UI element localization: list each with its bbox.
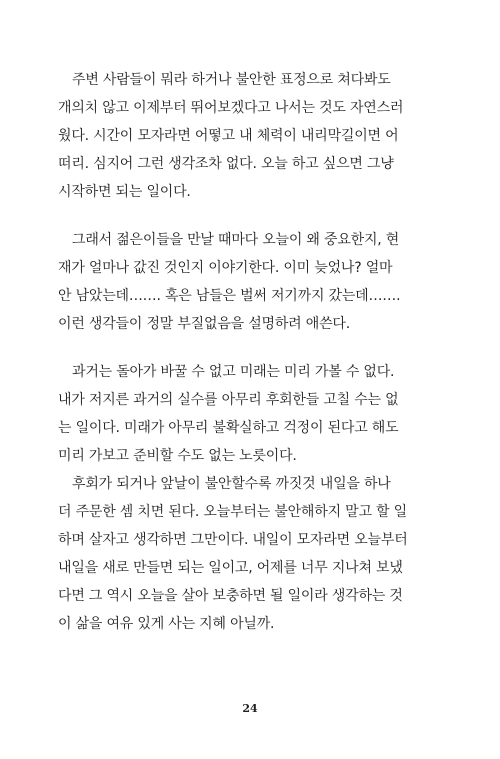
paragraph-3-line-4: 미리 가보고 준비할 수도 없는 노릇이다. xyxy=(58,448,297,464)
paragraph-2-line-4: 이런 생각들이 정말 부질없음을 설명하려 애쓴다. xyxy=(58,316,350,332)
paragraph-4-line-6: 이 삶을 여유 있게 사는 지혜 아닐까. xyxy=(58,616,275,632)
paragraph-4-line-4: 내일을 새로 만들면 되는 일이고, 어제를 너무 지나쳐 보냈 xyxy=(58,560,403,576)
paragraph-4-line-3: 하며 살자고 생각하면 그만이다. 내일이 모자라면 오늘부터 xyxy=(58,532,408,548)
paragraph-1-line-2: 개의치 않고 이제부터 뛰어보겠다고 나서는 것도 자연스러 xyxy=(58,100,404,116)
paragraph-2-line-3: 안 남았는데……. 혹은 남들은 벌써 저기까지 갔는데……. xyxy=(58,288,401,304)
paragraph-3-line-3: 는 일이다. 미래가 아무리 불확실하고 걱정이 된다고 해도 xyxy=(58,420,399,436)
paragraph-1-line-3: 웠다. 시간이 모자라면 어떻고 내 체력이 내리막길이면 어 xyxy=(58,128,399,144)
paragraph-2-line-1: 그래서 젊은이들을 만날 때마다 오늘이 왜 중요한지, 현 xyxy=(72,232,400,248)
paragraph-4-line-2: 더 주문한 셈 치면 된다. 오늘부터는 불안해하지 말고 할 일 xyxy=(58,504,407,520)
paragraph-1-line-4: 떠리. 심지어 그런 생각조차 없다. 오늘 하고 싶으면 그냥 xyxy=(58,156,394,172)
paragraph-4-line-1: 후회가 되거나 앞날이 불안할수록 까짓것 내일을 하나 xyxy=(72,476,391,492)
paragraph-3-line-1: 과거는 돌아가 바꿀 수 없고 미래는 미리 가볼 수 없다. xyxy=(72,364,395,380)
paragraph-1-line-5: 시작하면 되는 일이다. xyxy=(58,184,191,200)
paragraph-4-line-5: 다면 그 역시 오늘을 살아 보충하면 될 일이라 생각하는 것 xyxy=(58,588,403,604)
page-number: 24 xyxy=(242,702,258,715)
paragraph-3-line-2: 내가 저지른 과거의 실수를 아무리 후회한들 고칠 수는 없 xyxy=(58,392,399,408)
paragraph-2-line-2: 재가 얼마나 값진 것인지 이야기한다. 이미 늦었나? 얼마 xyxy=(58,260,393,276)
paragraph-1-line-1: 주변 사람들이 뭐라 하거나 불안한 표정으로 쳐다봐도 xyxy=(72,72,391,88)
